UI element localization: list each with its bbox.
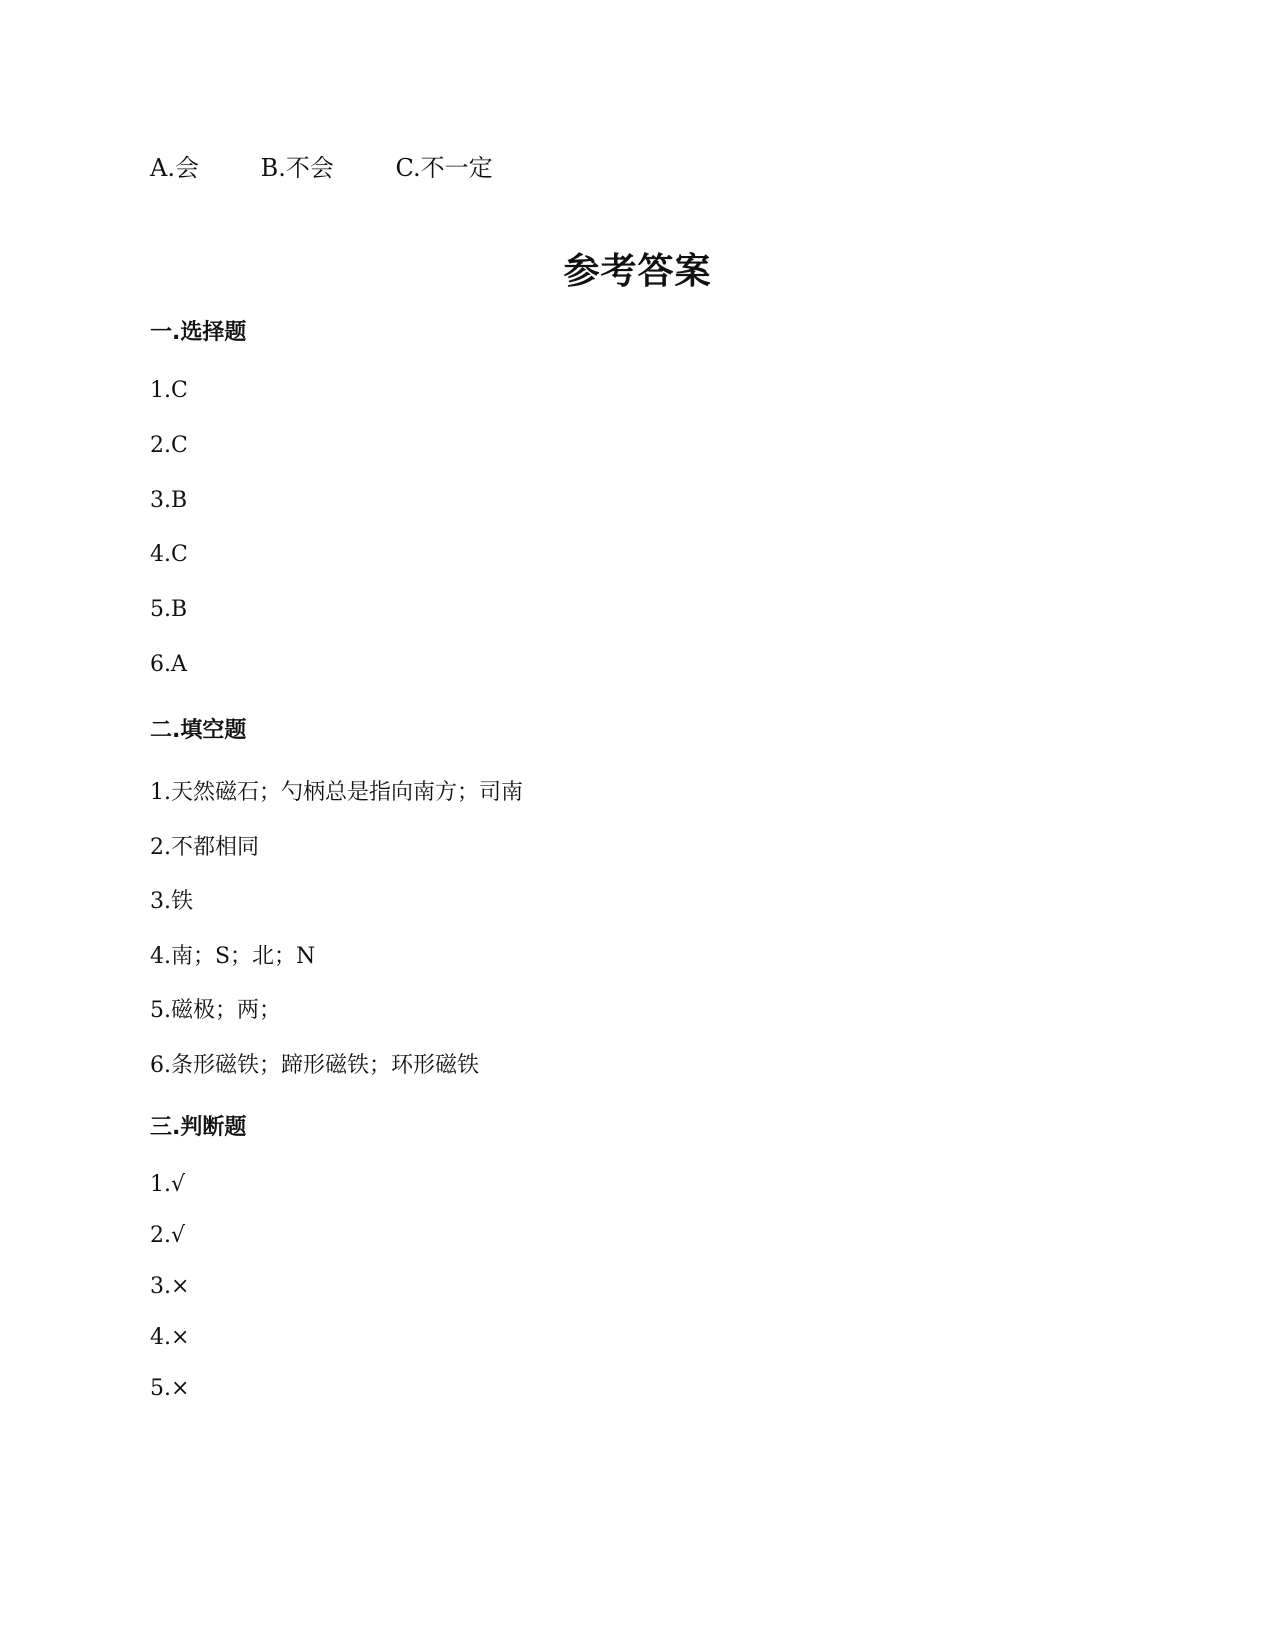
answer-line: 1.√ <box>150 1172 186 1197</box>
section-heading-choice: 一.选择题 <box>150 320 247 345</box>
answer-line: 5.× <box>150 1376 190 1401</box>
answer-line: 5.B <box>150 597 188 622</box>
page-title: 参考答案 <box>563 251 712 292</box>
answer-options-row <box>150 148 547 183</box>
answer-line: 2.√ <box>150 1223 186 1248</box>
answer-line: 6.A <box>150 652 187 677</box>
answer-line: 3.铁 <box>150 889 193 914</box>
option-b: B.不会 <box>260 154 334 182</box>
answer-line: 3.B <box>150 488 188 513</box>
answer-line: 1.C <box>150 378 188 403</box>
answer-line: 2.不都相同 <box>150 835 259 860</box>
answer-line: 6.条形磁铁；蹄形磁铁；环形磁铁 <box>150 1053 479 1078</box>
answer-line: 2.C <box>150 433 188 458</box>
answer-line: 3.× <box>150 1274 190 1299</box>
answer-line: 4.南；S；北；N <box>150 944 316 969</box>
answer-line: 5.磁极；两； <box>150 998 281 1023</box>
section-heading-fill: 二.填空题 <box>150 718 247 743</box>
section-heading-judge: 三.判断题 <box>150 1115 247 1140</box>
option-c: C.不一定 <box>395 154 493 182</box>
answer-line: 1.天然磁石；勺柄总是指向南方；司南 <box>150 780 523 805</box>
answer-line: 4.C <box>150 542 188 567</box>
answer-line: 4.× <box>150 1325 190 1350</box>
option-a: A.会 <box>150 154 199 182</box>
